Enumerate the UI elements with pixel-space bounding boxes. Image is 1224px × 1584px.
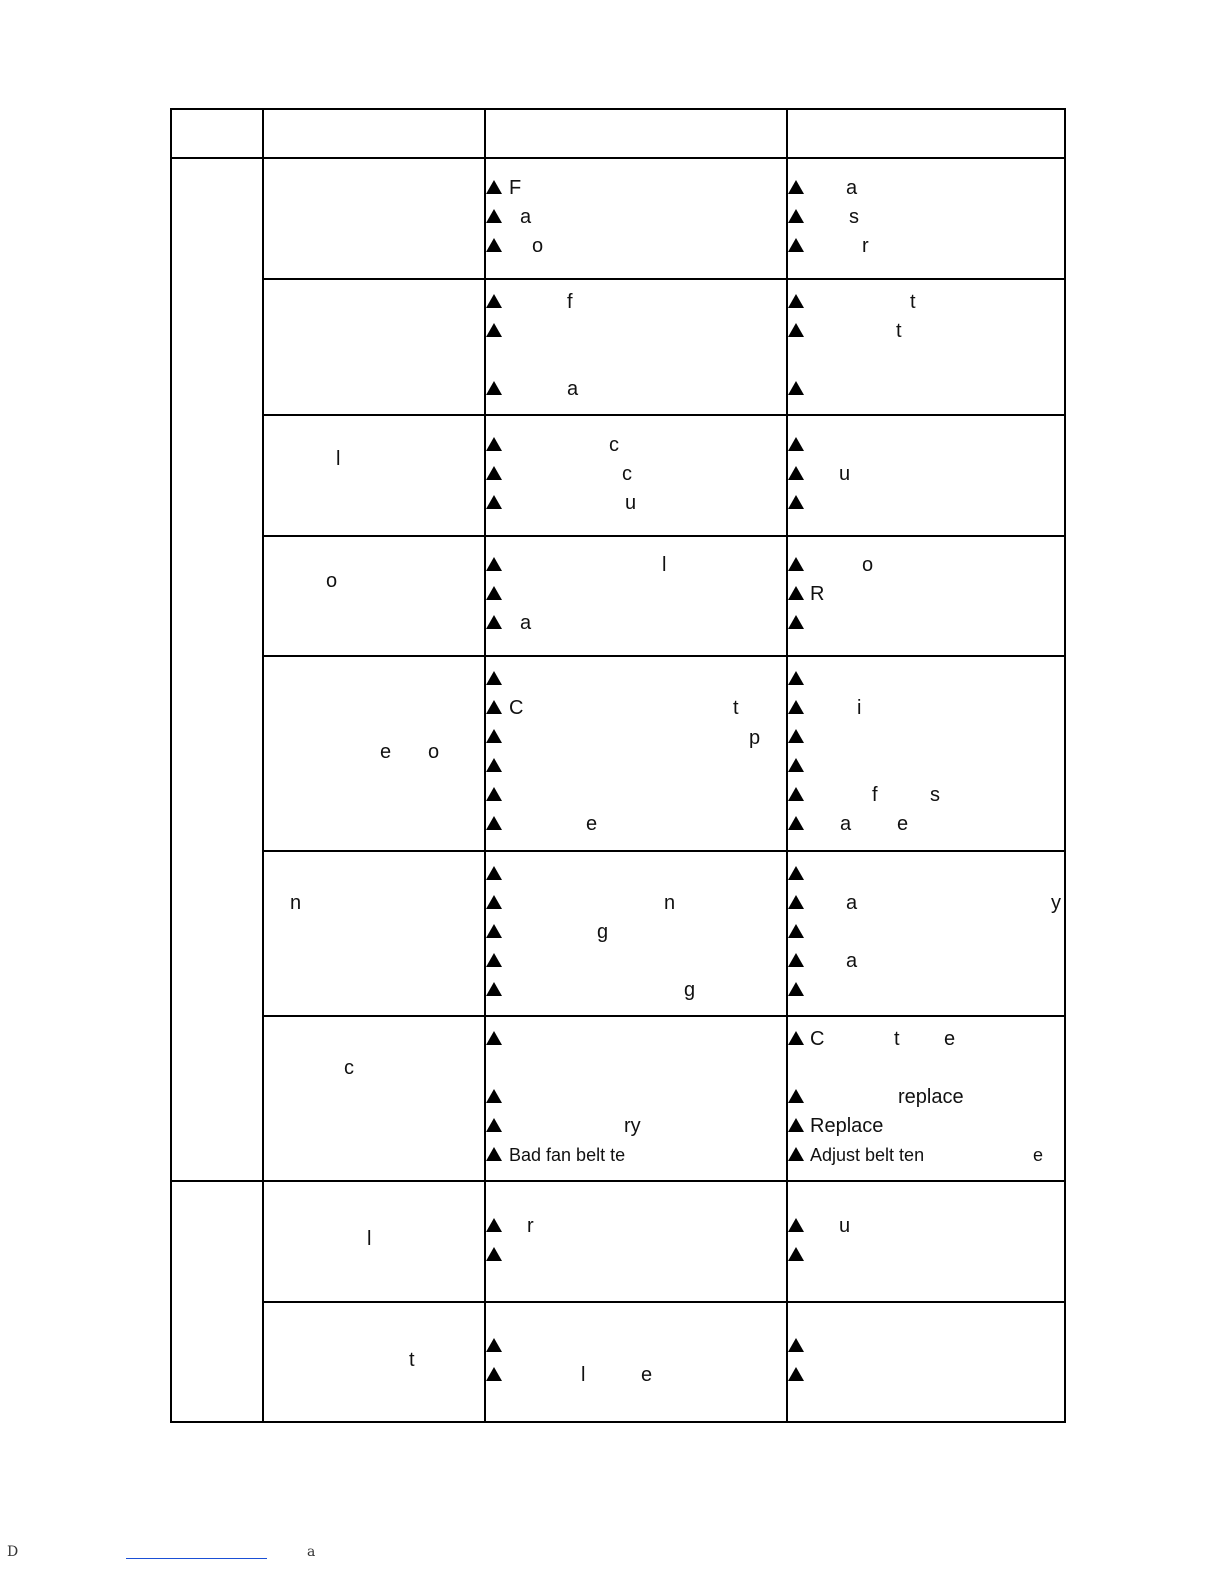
bullet-triangle-icon — [788, 466, 804, 480]
bullet-triangle-icon — [486, 866, 502, 880]
cause-text: a — [520, 206, 532, 228]
bullet-triangle-icon — [486, 586, 502, 600]
cause-text: t — [733, 697, 739, 719]
remedy-text: replace — [898, 1086, 964, 1108]
remedy-text: e — [1033, 1145, 1044, 1165]
bullet-triangle-icon — [788, 586, 804, 600]
bullet-triangle-icon — [788, 700, 804, 714]
remedy-text: a — [840, 813, 852, 835]
bullet-triangle-icon — [788, 953, 804, 967]
bullet-triangle-icon — [486, 1147, 502, 1161]
remedy-text: i — [857, 697, 862, 719]
item-text: t — [409, 1349, 415, 1371]
bullet-triangle-icon — [788, 209, 804, 223]
remedy-text: o — [862, 554, 874, 576]
cause-text: c — [609, 434, 619, 456]
remedy-text: s — [930, 784, 940, 806]
bullet-triangle-icon — [486, 180, 502, 194]
cause-text: F — [509, 177, 522, 199]
bullet-triangle-icon — [788, 729, 804, 743]
bullet-triangle-icon — [788, 1218, 804, 1232]
footer-link[interactable] — [126, 1558, 267, 1559]
bullet-triangle-icon — [486, 294, 502, 308]
cause-text: u — [625, 492, 637, 514]
bullet-triangle-icon — [486, 982, 502, 996]
bullet-triangle-icon — [486, 209, 502, 223]
bullet-triangle-icon — [788, 294, 804, 308]
bullet-triangle-icon — [788, 1367, 804, 1381]
bullet-triangle-icon — [788, 1031, 804, 1045]
bullet-triangle-icon — [788, 1089, 804, 1103]
bullet-triangle-icon — [788, 437, 804, 451]
bullet-triangle-icon — [788, 816, 804, 830]
item-text: l — [336, 448, 341, 470]
bullet-triangle-icon — [788, 982, 804, 996]
bullet-triangle-icon — [486, 238, 502, 252]
bullet-triangle-icon — [486, 729, 502, 743]
bullet-triangle-icon — [486, 1367, 502, 1381]
bullet-triangle-icon — [788, 1118, 804, 1132]
item-text: o — [428, 741, 440, 763]
bullet-triangle-icon — [486, 787, 502, 801]
footer-middle-text: a — [307, 1544, 316, 1560]
cause-text: f — [567, 291, 573, 313]
bullet-triangle-icon — [486, 1089, 502, 1103]
item-text: n — [290, 892, 302, 914]
bullet-triangle-icon — [486, 924, 502, 938]
bullet-triangle-icon — [486, 495, 502, 509]
bullet-triangle-icon — [486, 1247, 502, 1261]
bullet-triangle-icon — [486, 700, 502, 714]
bullet-triangle-icon — [486, 466, 502, 480]
bullet-triangle-icon — [788, 895, 804, 909]
remedy-text: C — [810, 1028, 825, 1050]
bullet-triangle-icon — [788, 180, 804, 194]
bullet-triangle-icon — [788, 557, 804, 571]
bullet-triangle-icon — [788, 238, 804, 252]
cause-text: e — [586, 813, 598, 835]
item-text: c — [344, 1057, 354, 1079]
bullet-triangle-icon — [788, 615, 804, 629]
cause-text: l — [662, 554, 667, 576]
remedy-text: R — [810, 583, 825, 605]
bullet-triangle-icon — [788, 495, 804, 509]
remedy-text: a — [846, 177, 858, 199]
remedy-text: f — [872, 784, 878, 806]
remedy-text: r — [862, 235, 869, 257]
cause-text: a — [567, 378, 579, 400]
bullet-triangle-icon — [486, 557, 502, 571]
bullet-triangle-icon — [788, 1147, 804, 1161]
bullet-triangle-icon — [788, 1338, 804, 1352]
bullet-triangle-icon — [486, 1218, 502, 1232]
bullet-triangle-icon — [486, 1031, 502, 1045]
remedy-text: u — [839, 1215, 851, 1237]
bullet-triangle-icon — [486, 671, 502, 685]
cause-text: g — [597, 921, 609, 943]
bullet-triangle-icon — [486, 437, 502, 451]
remedy-text: Replace — [810, 1115, 884, 1137]
remedy-text: t — [894, 1028, 900, 1050]
bullet-triangle-icon — [788, 323, 804, 337]
bullet-triangle-icon — [486, 1338, 502, 1352]
bullet-triangle-icon — [788, 1247, 804, 1261]
footer-left-text: D — [7, 1544, 19, 1560]
cause-text: Bad fan belt te — [509, 1145, 626, 1165]
bullet-triangle-icon — [486, 953, 502, 967]
remedy-text: s — [849, 206, 859, 228]
cause-text: e — [641, 1364, 653, 1386]
cause-text: C — [509, 697, 524, 719]
cause-text: n — [664, 892, 676, 914]
remedy-text: u — [839, 463, 851, 485]
remedy-text: y — [1051, 892, 1061, 914]
cause-text: o — [532, 235, 544, 257]
cause-text: ry — [624, 1115, 641, 1137]
item-text: o — [326, 570, 338, 592]
cause-text: p — [749, 727, 761, 749]
bullet-triangle-icon — [486, 816, 502, 830]
remedy-text: a — [846, 892, 858, 914]
cause-text: g — [684, 979, 696, 1001]
bullet-triangle-icon — [788, 787, 804, 801]
item-text: l — [367, 1228, 372, 1250]
bullet-triangle-icon — [486, 758, 502, 772]
bullet-triangle-icon — [788, 758, 804, 772]
bullet-triangle-icon — [486, 1118, 502, 1132]
bullet-triangle-icon — [486, 381, 502, 395]
item-text: e — [380, 741, 392, 763]
bullet-triangle-icon — [788, 866, 804, 880]
bullet-triangle-icon — [788, 671, 804, 685]
bullet-triangle-icon — [788, 924, 804, 938]
remedy-text: t — [910, 291, 916, 313]
remedy-text: t — [896, 320, 902, 342]
remedy-text: e — [897, 813, 909, 835]
bullet-triangle-icon — [486, 323, 502, 337]
remedy-text: e — [944, 1028, 956, 1050]
cause-text: c — [622, 463, 632, 485]
bullet-triangle-icon — [486, 895, 502, 909]
cause-text: r — [527, 1215, 534, 1237]
cause-text: a — [520, 612, 532, 634]
remedy-text: Adjust belt ten — [810, 1145, 925, 1165]
bullet-triangle-icon — [486, 615, 502, 629]
remedy-text: a — [846, 950, 858, 972]
cause-text: l — [581, 1364, 586, 1386]
bullet-triangle-icon — [788, 381, 804, 395]
